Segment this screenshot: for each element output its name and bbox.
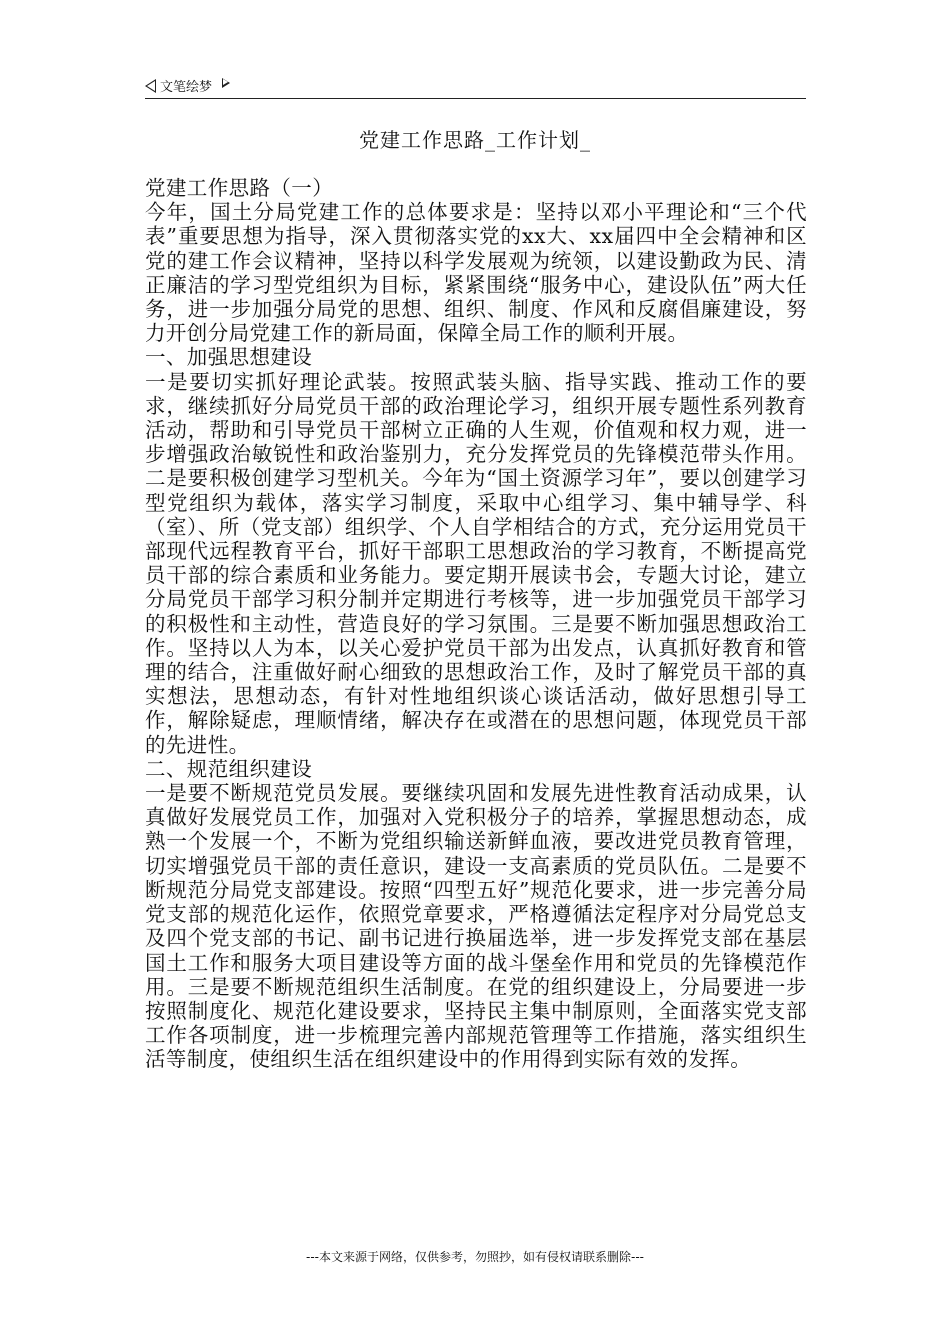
- footer-notice: ---本文来源于网络，仅供参考，勿照抄，如有侵权请联系删除---: [306, 1250, 644, 1264]
- page-header: [145, 70, 806, 99]
- section-heading: 二、规范组织建设: [145, 756, 313, 781]
- document-body: [145, 176, 807, 1072]
- triangle-right-icon: [222, 78, 230, 88]
- body-paragraph: 今年，国土分局党建工作的总体要求是：坚持以邓小平理论和“三个代表”重要思想为指导，深入贯彻落实党的xx大、xx届四中全会精神和区党的建工作会议精神，坚持以科学发展观为统领，以建设勤政为民、清正廉洁的学习型党组织为目标，紧紧围绕“服务中心，建设队伍”两大任务，进一步加强分局党的思想、组织、制度、作风和反腐倡廉建设，努力开创分局党建工作的新局面，保障全局工作的顺利开展。: [145, 200, 807, 346]
- section-heading: 党建工作思路（一）: [145, 176, 334, 200]
- triangle-left-icon: [145, 79, 156, 93]
- body-paragraph: 一是要不断规范党员发展。要继续巩固和发展先进性教育活动成果，认真做好发展党员工作，加强对入党积极分子的培养，掌握思想动态，成熟一个发展一个，不断为党组织输送新鲜血液，要改进党员教育管理，切实增强党员干部的责任意识，建设一支高素质的党员队伍。二是要不断规范分局党支部建设。按照“四型五好”规范化要求，进一步完善分局党支部的规范化运作，依照党章要求，严格遵循法定程序对分局党总支及四个党支部的书记、副书记进行换届选举，进一步发挥党支部在基层国土工作和服务大项目建设等方面的战斗堡垒作用和党员的先锋模范作用。三是要不断规范组织生活制度。在党的组织建设上，分局要进一步按照制度化、规范化建设要求，坚持民主集中制原则，全面落实党支部工作各项制度，进一步梳理完善内部规范管理等工作措施，落实组织生活等制度，使组织生活在组织建设中的作用得到实际有效的发挥。: [145, 781, 807, 1072]
- body-paragraph: 一是要切实抓好理论武装。按照武装头脑、指导实践、推动工作的要求，继续抓好分局党员干部的政治理论学习，组织开展专题性系列教育活动，帮助和引导党员干部树立正确的人生观，价值观和权力观，进一步增强政治敏锐性和政治鉴别力，充分发挥党员的先锋模范带头作用。二是要积极创建学习型机关。今年为“国土资源学习年”，要以创建学习型党组织为载体，落实学习制度，采取中心组学习、集中辅导学、科（室）、所（党支部）组织学、个人自学相结合的方式，充分运用党员干部现代远程教育平台，抓好干部职工思想政治的学习教育，不断提高党员干部的综合素质和业务能力。要定期开展读书会，专题大讨论，建立分局党员干部学习积分制并定期进行考核等，进一步加强党员干部学习的积极性和主动性，营造良好的学习氛围。三是要不断加强思想政治工作。坚持以人为本，以关心爱护党员干部为出发点，认真抓好教育和管理的结合，注重做好耐心细致的思想政治工作，及时了解党员干部的真实想法，思想动态，有针对性地组织谈心谈话活动，做好思想引导工作，解除疑虑，理顺情绪，解决存在或潜在的思想问题，体现党员干部的先进性。: [145, 369, 807, 757]
- section-heading: 一、加强思想建设: [145, 345, 313, 370]
- brand-name: 文笔绘梦: [160, 80, 213, 95]
- document-title: 党建工作思路_工作计划_: [359, 128, 591, 152]
- header-brand: [145, 76, 230, 95]
